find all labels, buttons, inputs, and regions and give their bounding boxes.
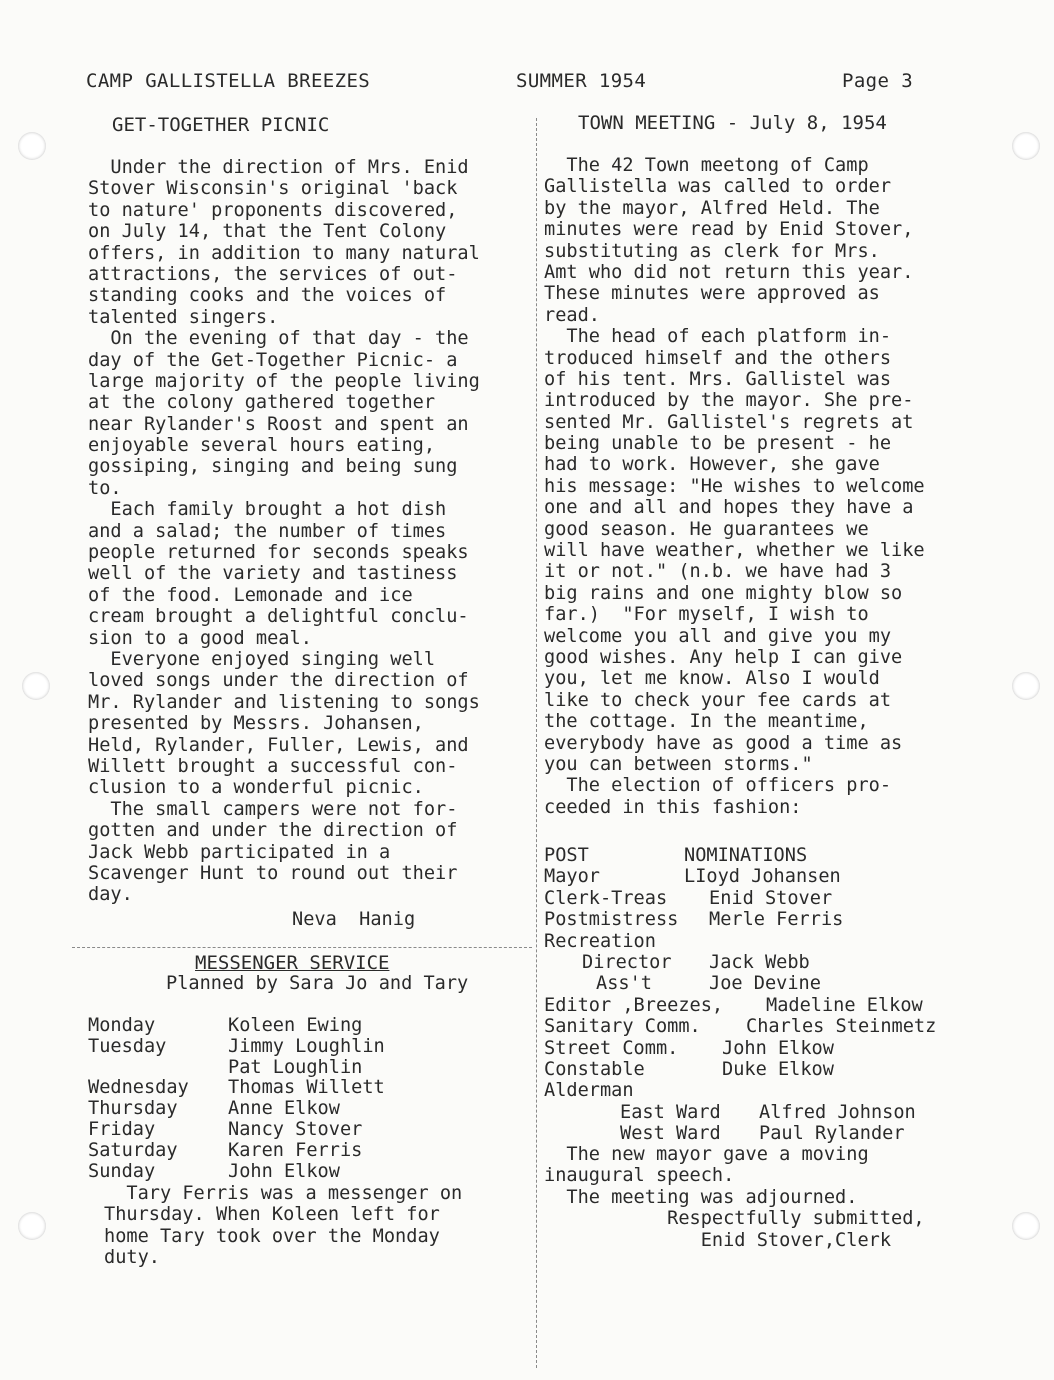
office-nominee: Charles Steinmetz	[746, 1016, 937, 1038]
office-nominee: John Elkow	[722, 1037, 834, 1059]
note-line: duty.	[104, 1247, 160, 1269]
schedule-day	[88, 1058, 228, 1079]
article-line: Scavenger Hunt to round out their	[88, 862, 458, 884]
column-divider	[536, 118, 537, 1368]
schedule-day: Monday	[88, 1015, 156, 1036]
article-line: clusion to a wonderful picnic.	[88, 777, 424, 799]
schedule-name: Karen Ferris	[228, 1139, 363, 1161]
season-label: SUMMER 1954	[516, 70, 647, 92]
schedule-name: Jimmy Loughlin	[228, 1035, 385, 1057]
schedule-name: Pat Loughlin	[228, 1056, 363, 1078]
article-line: good wishes. Any help I can give	[544, 646, 903, 668]
messenger-title	[195, 952, 389, 974]
article-line: attractions, the services of out-	[88, 263, 458, 285]
schedule-name: Thomas Willett	[228, 1077, 385, 1099]
article-line: to nature' proponents discovered,	[88, 199, 458, 221]
article-line: on July 14, that the Tent Colony	[88, 221, 447, 243]
article-line: welcome you all and give you my	[544, 625, 892, 647]
article-line: Held, Rylander, Fuller, Lewis, and	[88, 734, 469, 756]
article-line: of his tent. Mrs. Gallistel was	[544, 368, 892, 390]
schedule-row	[88, 1162, 385, 1183]
messenger-title-text: MESSENGER SERVICE	[195, 952, 390, 974]
article-line: Mr. Rylander and listening to songs	[88, 691, 480, 713]
picnic-title: GET-TOGETHER PICNIC	[112, 114, 330, 136]
article-line: Willett brought a successful con-	[88, 755, 458, 777]
office-post: East Ward	[620, 1101, 721, 1123]
office-nominee: Merle Ferris	[709, 909, 844, 931]
town-meeting-closing	[544, 1144, 925, 1251]
schedule-day: Wednesday	[88, 1077, 189, 1099]
closing-line: The meeting was adjourned.	[544, 1186, 858, 1208]
article-line: one and all and hopes they have a	[544, 497, 914, 519]
note-line: Tary Ferris was a messenger on	[104, 1183, 463, 1204]
closing-line: Enid Stover,Clerk	[544, 1229, 892, 1251]
note-line: home Tary took over the Monday	[104, 1225, 440, 1247]
office-post: Street Comm.	[544, 1037, 679, 1059]
office-post: Postmistress	[544, 909, 679, 931]
article-line: Gallistella was called to order	[544, 176, 892, 198]
article-line: day of the Get-Together Picnic- a	[88, 349, 458, 371]
schedule-row	[88, 1141, 385, 1162]
article-line: people returned for seconds speaks	[88, 542, 469, 564]
article-line: troduced himself and the others	[544, 347, 892, 369]
office-post: Clerk-Treas	[544, 887, 668, 909]
closing-line: Respectfully submitted,	[544, 1208, 925, 1230]
article-line: Under the direction of Mrs. Enid	[88, 157, 469, 178]
town-meeting-title: TOWN MEETING - July 8, 1954	[578, 112, 887, 134]
office-nominee: Joe Devine	[709, 973, 821, 995]
article-line: minutes were read by Enid Stover,	[544, 219, 914, 241]
punch-hole-left-top	[18, 132, 46, 160]
article-line: large majority of the people living	[88, 370, 480, 392]
office-nominee: Jack Webb	[709, 951, 810, 973]
article-line: gotten and under the direction of	[88, 820, 458, 842]
schedule-day: Saturday	[88, 1139, 178, 1161]
messenger-note	[104, 1183, 462, 1269]
messenger-subtitle: Planned by Sara Jo and Tary	[166, 973, 469, 994]
office-post: Recreation	[544, 930, 656, 952]
office-nominee: Madeline Elkow	[766, 994, 923, 1016]
article-line: will have weather, whether we like	[544, 540, 925, 562]
schedule-row	[88, 1099, 385, 1120]
office-post: Ass't	[596, 973, 652, 995]
article-line: Everyone enjoyed singing well	[88, 648, 436, 670]
punch-hole-left-bottom	[18, 1212, 46, 1240]
schedule-name: Koleen Ewing	[228, 1015, 363, 1036]
section-divider	[72, 947, 532, 948]
article-line: far.) "For myself, I wish to	[544, 604, 869, 626]
schedule-row	[88, 1037, 385, 1058]
messenger-schedule	[88, 1016, 385, 1182]
office-post: West Ward	[620, 1123, 721, 1145]
article-line: well of the variety and tastiness	[88, 563, 458, 585]
article-line: the cottage. In the meantime,	[544, 711, 869, 733]
office-nominee: Duke Elkow	[722, 1058, 834, 1080]
schedule-day: Thursday	[88, 1098, 178, 1120]
article-line: sented Mr. Gallistel's regrets at	[544, 411, 914, 433]
office-nominee: Enid Stover	[709, 887, 833, 909]
article-line: Amt who did not return this year.	[544, 261, 914, 283]
article-line: day.	[88, 884, 133, 906]
office-nominee: Paul Rylander	[759, 1123, 905, 1145]
office-post: Director	[582, 951, 672, 973]
closing-line: inaugural speech.	[544, 1165, 735, 1187]
page-number: Page 3	[842, 70, 914, 92]
article-line: ceeded in this fashion:	[544, 796, 802, 818]
article-line: enjoyable several hours eating,	[88, 435, 436, 457]
article-line: Stover Wisconsin's original 'back	[88, 178, 458, 200]
article-line: like to check your fee cards at	[544, 689, 892, 711]
office-nominee: NOMINATIONS	[684, 845, 808, 866]
punch-hole-left-middle	[22, 672, 50, 700]
article-line: read.	[544, 304, 600, 326]
punch-hole-right-middle	[1012, 672, 1040, 700]
article-line: talented singers.	[88, 306, 279, 328]
schedule-row	[88, 1016, 385, 1037]
article-line: of the food. Lemonade and ice	[88, 584, 413, 606]
article-line: had to work. However, she gave	[544, 454, 880, 476]
office-post: POST	[544, 845, 589, 866]
article-line: loved songs under the direction of	[88, 670, 469, 692]
office-nominee: LIoyd Johansen	[684, 866, 841, 888]
office-post: Mayor	[544, 866, 600, 888]
picnic-author: Neva Hanig	[292, 909, 416, 930]
closing-line: The new mayor gave a moving	[544, 1144, 869, 1165]
schedule-name: Nancy Stover	[228, 1118, 363, 1140]
article-line: presented by Messrs. Johansen,	[88, 713, 424, 735]
article-line: by the mayor, Alfred Held. The	[544, 197, 880, 219]
schedule-day: Friday	[88, 1118, 156, 1140]
article-line: good season. He guarantees we	[544, 518, 869, 540]
article-line: On the evening of that day - the	[88, 328, 469, 350]
article-line: These minutes were approved as	[544, 283, 880, 305]
article-line: being unable to be present - he	[544, 433, 892, 455]
schedule-name: John Elkow	[228, 1160, 340, 1182]
picnic-article	[88, 157, 480, 906]
office-post: Sanitary Comm.	[544, 1016, 701, 1038]
article-line: and a salad; the number of times	[88, 520, 447, 542]
article-line: offers, in addition to many natural	[88, 242, 480, 264]
article-line: The 42 Town meetong of Camp	[544, 155, 869, 176]
article-line: The election of officers pro-	[544, 775, 892, 797]
office-nominee: Alfred Johnson	[759, 1101, 916, 1123]
punch-hole-right-bottom	[1012, 1212, 1040, 1240]
article-line: Jack Webb participated in a	[88, 841, 391, 863]
article-line: to.	[88, 477, 122, 499]
schedule-row	[88, 1120, 385, 1141]
schedule-day: Tuesday	[88, 1035, 167, 1057]
article-line: substituting as clerk for Mrs.	[544, 240, 880, 262]
punch-hole-right-top	[1012, 132, 1040, 160]
article-line: at the colony gathered together	[88, 392, 436, 414]
article-line: introduced by the mayor. She pre-	[544, 390, 914, 412]
schedule-name: Anne Elkow	[228, 1098, 340, 1120]
article-line: near Rylander's Roost and spent an	[88, 413, 469, 435]
article-line: cream brought a delightful conclu-	[88, 606, 469, 628]
town-meeting-article	[544, 155, 925, 818]
schedule-day: Sunday	[88, 1160, 156, 1182]
article-line: The small campers were not for-	[88, 798, 458, 820]
article-line: big rains and one mighty blow so	[544, 582, 903, 604]
schedule-row	[88, 1078, 385, 1099]
article-line: his message: "He wishes to welcome	[544, 475, 925, 497]
article-line: Each family brought a hot dish	[88, 499, 447, 521]
article-line: standing cooks and the voices of	[88, 285, 447, 307]
article-line: you can between storms."	[544, 753, 813, 775]
article-line: The head of each platform in-	[544, 326, 892, 348]
office-post: Constable	[544, 1058, 645, 1080]
article-line: everybody have as good a time as	[544, 732, 903, 754]
office-post: Editor ,Breezes,	[544, 994, 724, 1016]
article-line: you, let me know. Also I would	[544, 668, 880, 690]
article-line: it or not." (n.b. we have had 3	[544, 561, 892, 583]
office-post: Alderman	[544, 1080, 634, 1102]
article-line: sion to a good meal.	[88, 627, 312, 649]
article-line: gossiping, singing and being sung	[88, 456, 458, 478]
newsletter-title: CAMP GALLISTELLA BREEZES	[86, 70, 371, 92]
schedule-row	[88, 1058, 385, 1079]
note-line: Thursday. When Koleen left for	[104, 1204, 440, 1226]
